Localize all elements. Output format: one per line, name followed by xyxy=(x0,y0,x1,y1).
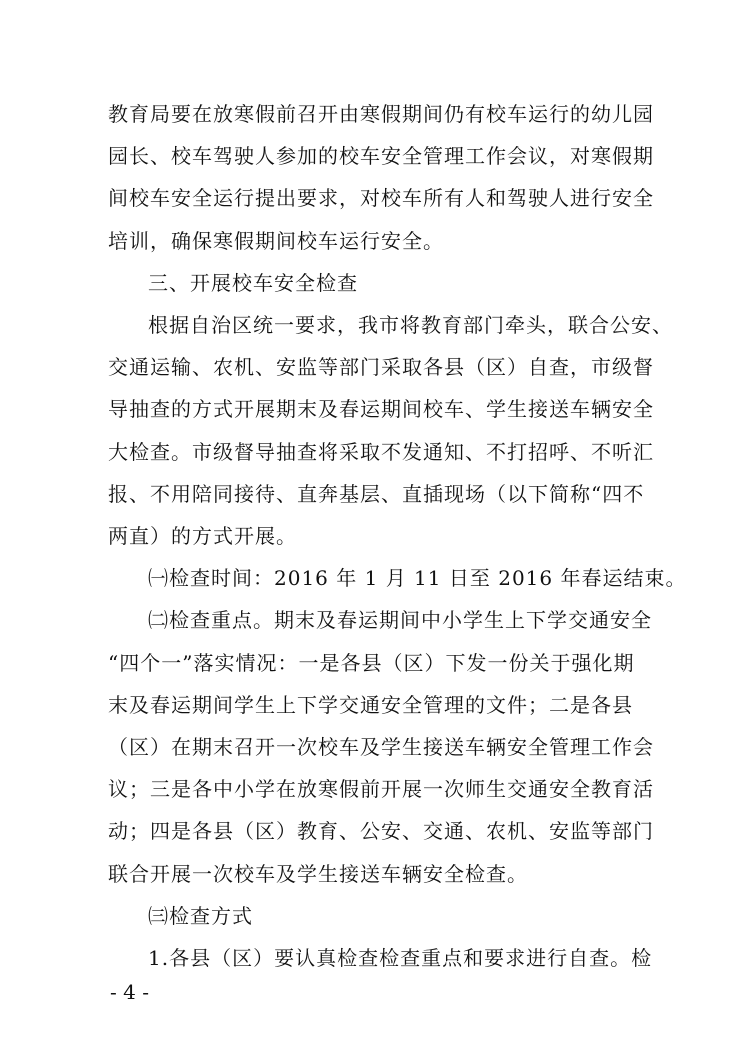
paragraph-line-11: 两直）的方式开展。 xyxy=(108,524,297,548)
paragraph-line-9: 大检查。市级督导抽查将采取不发通知、不打招呼、不听汇 xyxy=(108,440,654,464)
paragraph-line-2: 园长、校车驾驶人参加的校车安全管理工作会议，对寒假期 xyxy=(108,144,654,168)
paragraph-line-3: 间校车安全运行提出要求，对校车所有人和驾驶人进行安全 xyxy=(108,186,654,210)
inspection-method-item-1: 1.各县（区）要认真检查检查重点和要求进行自查。检 xyxy=(148,946,653,970)
paragraph-line-16: （区）在期末召开一次校车及学生接送车辆安全管理工作会 xyxy=(108,735,654,759)
paragraph-line-1: 教育局要在放寒假前召开由寒假期间仍有校车运行的幼儿园 xyxy=(108,102,654,126)
paragraph-line-6: 根据自治区统一要求，我市将教育部门牵头，联合公安、 xyxy=(148,313,673,337)
section-heading-inspection: 三、开展校车安全检查 xyxy=(148,271,358,295)
paragraph-line-7: 交通运输、农机、安监等部门采取各县（区）自查，市级督 xyxy=(108,355,654,379)
inspection-method-heading: ㈢检查方式 xyxy=(148,904,253,928)
page-number: - 4 - xyxy=(110,980,149,1004)
inspection-focus-item: ㈡检查重点。期末及春运期间中小学生上下学交通安全 xyxy=(148,608,652,632)
paragraph-line-18: 动；四是各县（区）教育、公安、交通、农机、安监等部门 xyxy=(108,819,654,843)
paragraph-line-10: 报、不用陪同接待、直奔基层、直插现场（以下简称“四不 xyxy=(108,482,645,506)
paragraph-line-19: 联合开展一次校车及学生接送车辆安全检查。 xyxy=(108,862,528,886)
paragraph-line-17: 议；三是各中小学在放寒假前开展一次师生交通安全教育活 xyxy=(108,777,654,801)
paragraph-line-4: 培训，确保寒假期间校车运行安全。 xyxy=(108,229,444,253)
inspection-time-item: ㈠检查时间：2016 年 1 月 11 日至 2016 年春运结束。 xyxy=(148,566,687,590)
paragraph-line-14: “四个一”落实情况：一是各县（区）下发一份关于强化期 xyxy=(108,651,635,675)
paragraph-line-15: 末及春运期间学生上下学交通安全管理的文件；二是各县 xyxy=(108,693,633,717)
paragraph-line-8: 导抽查的方式开展期末及春运期间校车、学生接送车辆安全 xyxy=(108,397,654,421)
